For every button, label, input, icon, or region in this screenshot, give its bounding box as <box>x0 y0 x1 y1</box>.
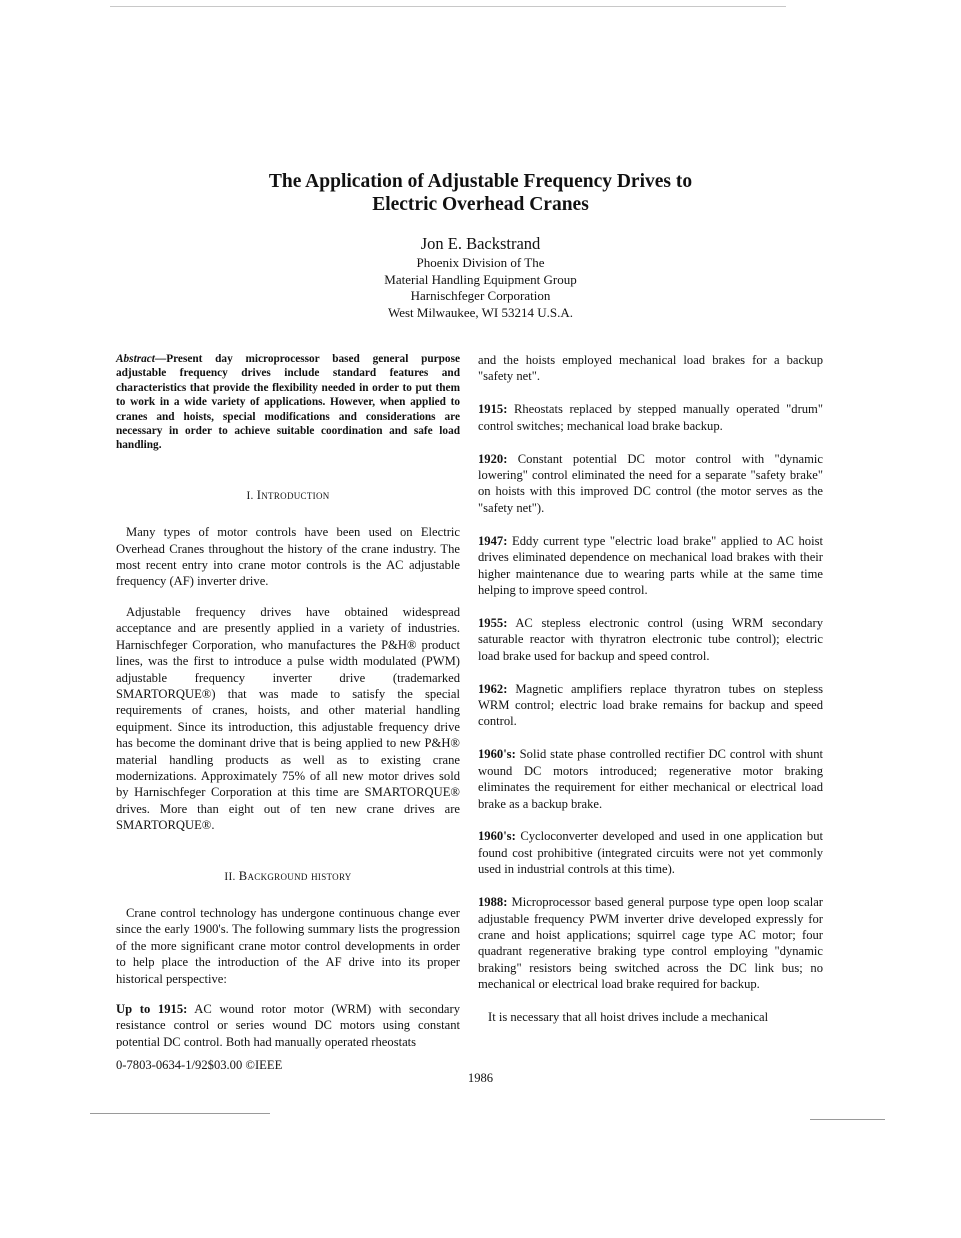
paper-title <box>0 170 961 216</box>
section-numeral: I. <box>246 489 257 502</box>
page-number: 1986 <box>467 1071 494 1085</box>
title-line-1: The Application of Adjustable Frequency Drives to <box>268 171 693 192</box>
history-entry-label: 1988: <box>478 895 508 910</box>
section-title: Background history <box>238 868 352 883</box>
history-entry <box>478 828 823 877</box>
section-numeral: II. <box>224 870 239 883</box>
bottom-scan-rule <box>810 1119 885 1120</box>
affiliation-line: West Milwaukee, WI 53214 U.S.A. <box>387 304 574 320</box>
background-paragraph: Crane control technology has undergone continuous change ever since the early 1900's. The following summary lists the progression of the more significant crane motor control developments in order to help place the introduction of the AF drive into its proper historical perspective: <box>116 905 460 986</box>
right-column <box>478 352 823 1042</box>
affiliation-line: Material Handling Equipment Group <box>384 271 577 287</box>
abstract-text: Present day microprocessor based general purpose adjustable frequency drives include standard features and characteristics that provide the flexibility needed in order to put them to work in a wide variety of applications. However, when applied to cranes and hoists, special modifications and considerations are necessary in order to achieve suitable coordination and safe load handling. <box>116 353 460 452</box>
history-entry-text: AC stepless electronic control (using WRM secondary saturable reactor with thyratron electronic tube control); electric load brake used for backup and speed control. <box>478 615 823 663</box>
history-entry-text: Eddy current type "electric load brake" applied to AC hoist drives eliminated dependence on mechanical load brakes with their higher maintenance due to wearing parts while at the same time helping to improve speed control. <box>478 533 823 597</box>
bottom-scan-rule <box>90 1113 270 1114</box>
author-affiliation <box>0 255 961 321</box>
history-entry <box>478 533 823 599</box>
section-heading-introduction <box>116 487 460 504</box>
abstract-label: Abstract <box>116 353 155 365</box>
history-entry-label: 1962: <box>478 681 508 696</box>
affiliation-line: Harnischfeger Corporation <box>410 288 551 303</box>
top-scan-rule <box>110 6 786 7</box>
history-entry-text: Solid state phase controlled rectifier DC control with shunt wound DC motors introduced; regenerative motor braking eliminates the requirement for either mechanical or electrical load brake as a backup brake. <box>478 747 823 811</box>
left-column <box>116 352 460 1064</box>
affiliation-line: Phoenix Division of The <box>416 255 545 270</box>
continued-paragraph: and the hoists employed mechanical load brakes for a backup "safety net". <box>478 353 823 384</box>
history-entry-text: Magnetic amplifiers replace thyratron tubes on stepless WRM control; electric load brake remains for backup and speed control. <box>478 681 823 729</box>
history-entry-label: 1920: <box>478 451 508 466</box>
history-entry <box>478 451 823 517</box>
history-entry <box>478 615 823 664</box>
section-heading-background <box>116 868 460 885</box>
history-entry-label: 1947: <box>478 533 508 548</box>
history-entry <box>478 681 823 730</box>
history-entry-text: AC wound rotor motor (WRM) with secondary resistance control or series wound DC motors using constant potential DC control. Both had manually operated rheostats <box>116 1002 460 1049</box>
history-entry-text: Microprocessor based general purpose type open loop scalar adjustable frequency PWM inverter drive developed expressly for crane and hoist applications; squirrel cage type AC motor; four quadrant regenerative braking type control employing "dynamic braking" resistors being switched across the DC link bus; no mechanical or electrical load brake required for backup. <box>478 895 823 992</box>
history-entry-text: Constant potential DC motor control with "dynamic lowering" control eliminated the need for a separate "safety brake" on hoists with this improved DC control (the motor serves as the "safety net"). <box>478 451 823 515</box>
closing-paragraph: It is necessary that all hoist drives include a mechanical <box>488 1010 769 1025</box>
intro-paragraph-1: Many types of motor controls have been used on Electric Overhead Cranes throughout the history of the crane industry. The most recent entry into crane motor controls is the AC adjustable frequency (AF) inverter drive. <box>116 525 460 589</box>
history-entry <box>478 894 823 992</box>
section-title: Introduction <box>256 487 330 502</box>
copyright-line: 0-7803-0634-1/92$03.00 ©IEEE <box>116 1058 283 1072</box>
history-entry-text: Cycloconverter developed and used in one application but found cost prohibitive (integrated circuits were not yet commonly used in industrial controls at this time). <box>478 829 823 877</box>
history-entry-up-to-1915 <box>116 1001 460 1050</box>
history-entry <box>478 401 823 434</box>
abstract <box>116 352 460 453</box>
history-entry-label: 1915: <box>478 402 508 417</box>
history-entry <box>478 746 823 812</box>
history-entry-label: 1960's: <box>478 829 516 844</box>
history-entry-text: Rheostats replaced by stepped manually operated "drum" control switches; mechanical load brake backup. <box>478 402 823 433</box>
history-entry-label: Up to 1915: <box>116 1002 188 1016</box>
history-entry-label: 1960's: <box>478 747 516 762</box>
author-name: Jon E. Backstrand <box>420 234 541 253</box>
title-line-2: Electric Overhead Cranes <box>372 194 589 215</box>
history-entry-label: 1955: <box>478 615 508 630</box>
abstract-dash: — <box>154 353 167 365</box>
intro-paragraph-2: Adjustable frequency drives have obtained widespread acceptance and are presently applied in a variety of industries. Harnischfeger Corporation, who manufactures the P&H® product lines, was the first to introduce a pulse width modulated (PWM) adjustable frequency inverter drive (trademarked SMARTORQUE®) that was made to satisfy the special requirements of cranes, hoists, and other material handling equipment. Since its introduction, this adjustable frequency drive has become the dominant drive that is being applied to new P&H® material handling products as well as to existing crane modernizations. Approximately 75% of all new motor drives sold by Harnischfeger Corporation at this time are SMARTORQUE® drives. More than eight out of ten new crane drives are SMARTORQUE®. <box>116 604 460 833</box>
